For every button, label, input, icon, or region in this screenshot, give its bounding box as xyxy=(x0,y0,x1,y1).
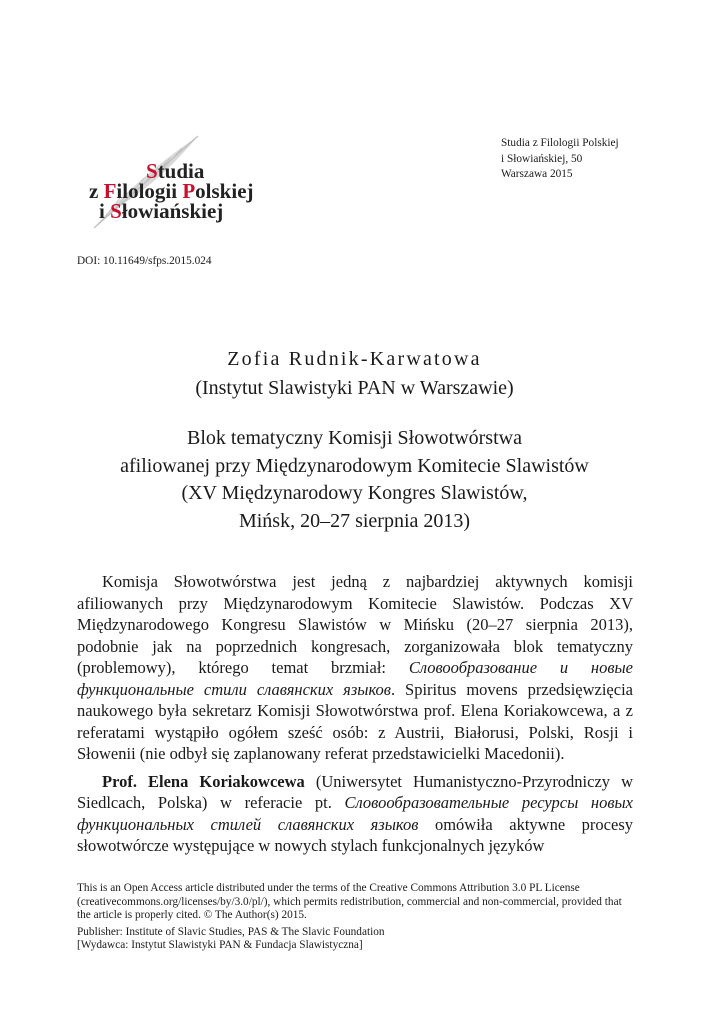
article-body xyxy=(77,571,633,863)
publisher-note: Publisher: Institute of Slavic Studies, PAS & The Slavic Foundation xyxy=(77,925,385,938)
doi: DOI: 10.11649/sfps.2015.024 xyxy=(77,255,212,267)
logo-line-2: z Filologii Polskiej xyxy=(89,179,254,203)
journal-info xyxy=(501,136,619,183)
paragraph: Prof. Elena Koriakowcewa (Uniwersytet Humanistyczno-Przyrodniczy w Siedlcach, Polska) w referacie pt. Словообразовательные ресурсы новых функциональных стилей славянских языков omówiła aktywne procesy słowotwórcze występujące w nowych stylach funkcjonalnych języków xyxy=(77,771,633,855)
wydawca-note: [Wydawca: Instytut Slawistyki PAN & Fundacja Slawistyczna] xyxy=(77,939,363,951)
logo-line-3: i Słowiańskiej xyxy=(99,199,224,223)
author-affiliation: (Instytut Slawistyki PAN w Warszawie) xyxy=(195,377,514,399)
license-note: This is an Open Access article distributed under the terms of the Creative Commons Attribution 3.0 PL License (creativecommons.org/licenses/by/3.0/pl/), which permits redistribution, commercial and non-commercial, provided that the article is properly cited. © The Author(s) 2015. xyxy=(77,882,622,921)
title-line: Blok tematyczny Komisji Słowotwórstwa xyxy=(187,427,522,449)
title-line: Mińsk, 20–27 sierpnia 2013) xyxy=(238,509,471,532)
journal-info-line: i Słowiańskiej, 50 xyxy=(501,152,583,165)
paragraph: Komisja Słowotwórstwa jest jedną z najbardziej aktywnych komisji afiliowanych przy Międzynarodowym Komitecie Slawistów. Podczas XV Międzynarodowego Kongresu Slawistów w Mińsku (20–27 sierpnia 2013), podobnie jak na poprzednich kongresach, zorganizowała blok tematyczny (problemowy), którego temat brzmiał: Словообразование и новые функциональные стили славянских языков. Spiritus movens przedsięwzięcia naukowego była sekretarz Komisji Słowotwórstwa prof. Elena Koriakowcewa, a z referatami wystąpiło ogółem sześć osób: z Austrii, Białorusi, Polski, Rosji i Słowenii (nie odbył się zaplanowany referat przedstawicielki Macedonii). xyxy=(77,572,633,763)
journal-info-line: Warszawa 2015 xyxy=(501,168,573,180)
article-title xyxy=(0,425,709,535)
journal-info-line: Studia z Filologii Polskiej xyxy=(501,137,619,149)
author-name: Zofia Rudnik-Karwatowa xyxy=(227,348,482,370)
footer xyxy=(77,882,637,953)
journal-logo xyxy=(86,132,266,232)
logo-line-1: Studia xyxy=(146,159,205,183)
title-line: (XV Międzynarodowy Kongres Slawistów, xyxy=(181,482,528,504)
title-line: afiliowanej przy Międzynarodowym Komitecie Slawistów xyxy=(120,454,589,477)
